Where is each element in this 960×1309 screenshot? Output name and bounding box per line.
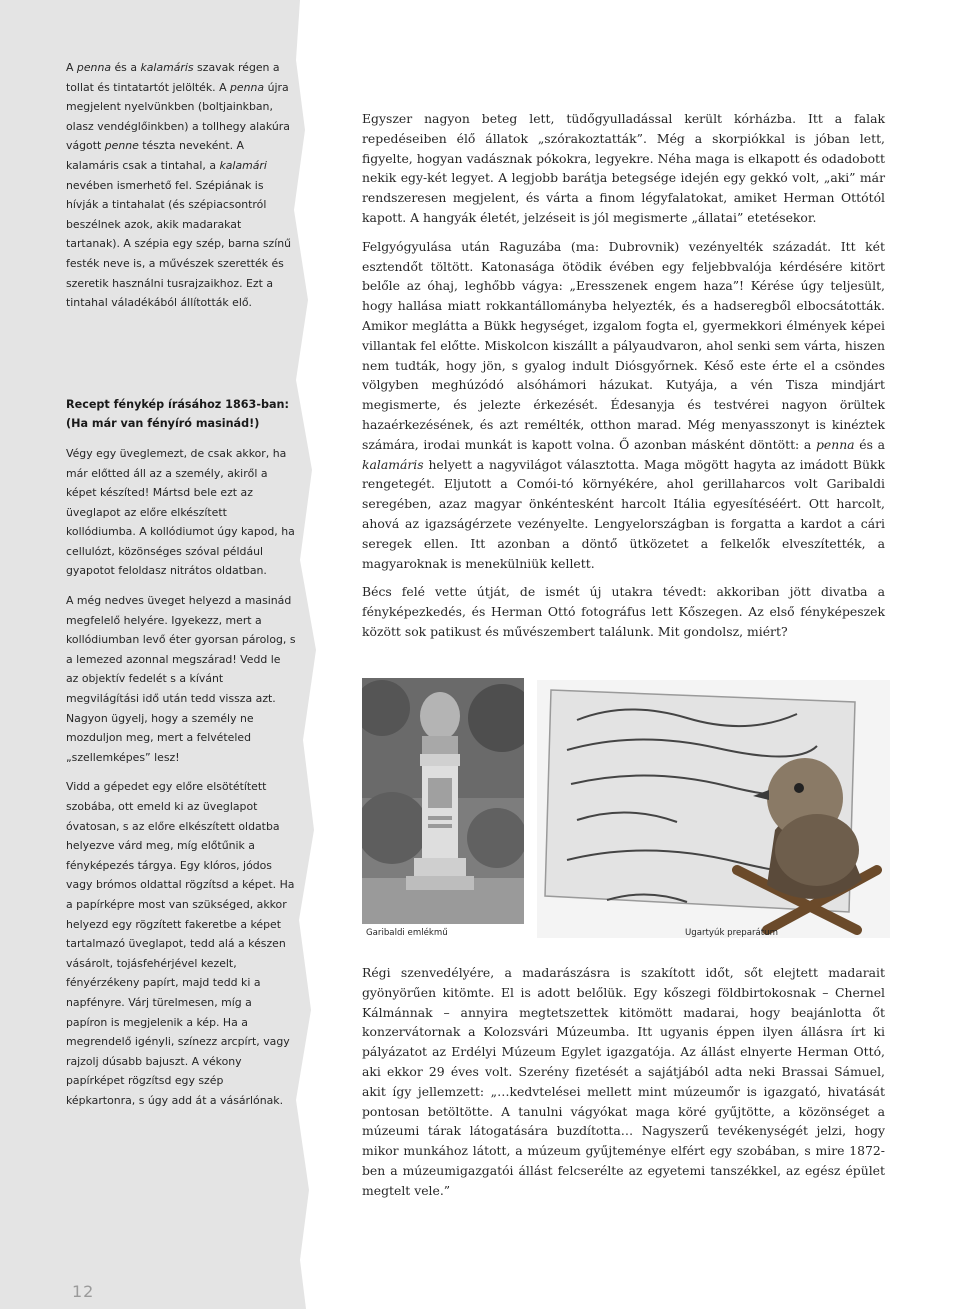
left-caption: Garibaldi emlékmű <box>366 928 448 938</box>
recipe-paragraph-1: Végy egy üveglemezt, de csak akkor, ha már előtted áll az a személy, akiről a képet készíted! Mártsd bele ezt az üveglapot az előre elkészített kollódiumba. A kollódiumot úgy kapod, ha cellulózt, közönséges szóval például gyapotot feloldasz nitrátos oldatban. <box>66 446 295 578</box>
main-paragraph-1: Egyszer nagyon beteg lett, tüdőgyulladással került kórházba. Itt a falak repedéseiben élő állatok „szórakoztatták”. Még a skorpiókkal is jóban lett, figyelte, hogyan vadásznak pókokra, legyekre. Néha maga is elkapott és odadobott nekik egy-két legyet. A legjobb barátja betegsége idején egy gekkó volt, „aki” már rendszeresen megjelent, és várta a finom légyfalatokat, amiket Herman Ottótól kapott. A hangyák életét, jelzéseit is jól megismerte „állatai” etetésekor. <box>362 111 885 225</box>
recipe-paragraph-2: A még nedves üveget helyezd a masinád megfelelő helyére. Igyekezz, mert a kollódiumban levő éter gyorsan párolog, s a lemezed azonnal megszárad! Vedd le az objektív fedelét s a kívánt megvilágítási idő után tedd vissza azt. Nagyon ügyelj, hogy a személy ne mozduljon meg, mert a felvételed „szellemképes” lesz! <box>66 594 296 764</box>
recipe-title: Recept fénykép írásához 1863-ban: (Ha már van fényíró masinád!) <box>66 397 289 431</box>
sidebar <box>66 58 296 1111</box>
garibaldi-monument-photo <box>362 678 524 924</box>
specimen-image <box>537 680 890 938</box>
main-paragraph-2: Felgyógyulása után Raguzába (ma: Dubrovnik) vezényelték századát. Itt két esztendőt töltött. Katonasága ötödik évében egy feljebbvalója kérdésére kitört belőle az óhaj, leghőbb vágya: „Eresszenek engem haza”! Kérése úgy teljesült, hogy hallása miatt rokkantállományba helyezték, és a hadseregből elbocsátották. Amikor meglátta a Bükk hegységet, izgalom fogta el, gyermekkori élmények képei villantak fel előtte. Miskolcon kiszállt a pályaudvaron, ahol senki sem várta, hiszen nem tudták, hogy jön, s gyalog indult Diósgyőrnek. Késő este érte el a csöndes völgyben meghúzódó alsóhámori házukat. Kutyája, a vén Tisza mindjárt megismerte, és jelezte érkezését. Édesanyja és testvérei nagyon örültek hazaérkezésének, és azt remélték, otthon marad. Még menyasszonyt is kinéztek számára, irodai munkát is kapott volna. Ő azonban másként döntött: a penna és a kalamáris helyett a nagyvilágot választotta. Maga mögött hagyta az imádott Bükk rengetegét. Eljutott a Comói-tó környékére, ahol gerillaharcos volt Garibaldi seregében, azaz magyar önkéntesként harcolt Itália egyesítéséért. Ott harcolt, ahová az igazságérzete vezényelte. Lengyelországban is forgatta a kardot a cári seregek ellen. Itt azonban a döntő ütközetet a felkelők elveszítették, a magyaroknak is menekülniük kellett. <box>362 238 885 571</box>
sidebar-intro: A penna és a kalamáris szavak régen a tollat és tintatartót jelölték. A penna újra megjelent nyelvünkben (boltjainkban, olasz vendéglőinkben) a tollhegy alakúra vágott penne tészta neveként. A kalamáris csak a tintahal, a kalamári nevében ismerhető fel. Szépiának is hívják a tintahalat (és szépiacsontról beszélnek azok, akik madarakat tartanak). A szépia egy szép, barna színű festék neve is, a művészek szerették és szeretik használni tusrajzaikhoz. Ezt a tintahal váladékából állították elő. <box>66 61 292 310</box>
recipe-paragraph-3: Vidd a gépedet egy előre elsötétített szobába, ott emeld ki az üveglapot óvatosan, s az előre elkészített oldatba helyezve várd meg, míg előtűnik a fényképezés tárgya. Egy klóros, jódos vagy brómos oldattal rögzítsd a képet. Ha a papírképre most van szükséged, akkor helyezd egy rögzített fakeretbe a képet tartalmazó üveglapot, tedd alá a készen vásárolt, tojásfehérjével kezelt, fényérzékeny papírt, majd tedd ki a napfényre. Várj türelmesen, míg a papíron is megjelenik a kép. Ha a megrendelő igényli, színezz arcpírt, vagy rajzolj dúsabb bajuszt. A vékony papírképet rögzítsd egy szép képkartonra, s úgy add át a vásárlónak. <box>66 780 295 1107</box>
bottom-text <box>362 963 885 1201</box>
main-text <box>362 109 885 651</box>
right-caption: Ugartyúk preparátum <box>685 928 778 938</box>
monument-image <box>362 678 524 924</box>
bird-specimen-photo <box>537 680 890 938</box>
main-paragraph-3: Bécs felé vette útját, de ismét új utakra tévedt: akkoriban jött divatba a fényképezkedés, és Herman Ottó fotográfus lett Kőszegen. Az első fényképeszek között sok patikust és művészembert találunk. Mit gondolsz, miért? <box>362 584 885 639</box>
page-number: 12 <box>72 1282 95 1301</box>
bottom-paragraph: Régi szenvedélyére, a madarászásra is szakított időt, sőt elejtett madarait gyönyörűen kitömte. El is adott belőlük. Egy kőszegi földbirtokosnak – Chernel Kálmánnak – annyira megtetszettek kitömött madarai, hogy beajánlotta őt konzervátornak a Kolozsvári Múzeumba. Itt ugyanis éppen ilyen állásra írt ki pályázatot az Erdélyi Múzeum Egylet igazgatója. Az állást elnyerte Herman Ottó, aki ekkor 29 éves volt. Szerény fizetését a sajátjából adta neki Brassai Sámuel, akit így jellemzett: „…kedvtelései mellett mint múzeumőr is igazgató, hivatását pontosan betöltötte. A tanulni vágyókat maga köré gyűjtötte, a közönséget a múzeumi tárak látogatására buzdította… Nagyszerű tevékenységét jelzi, hogy mikor munkához látott, a múzeum gyűjteménye elfért egy szobában, s mire 1872-ben a múzeumigazgatói állást felcserélte az egyetemi tanszékkel, az egész épület megtelt vele.” <box>362 965 885 1198</box>
